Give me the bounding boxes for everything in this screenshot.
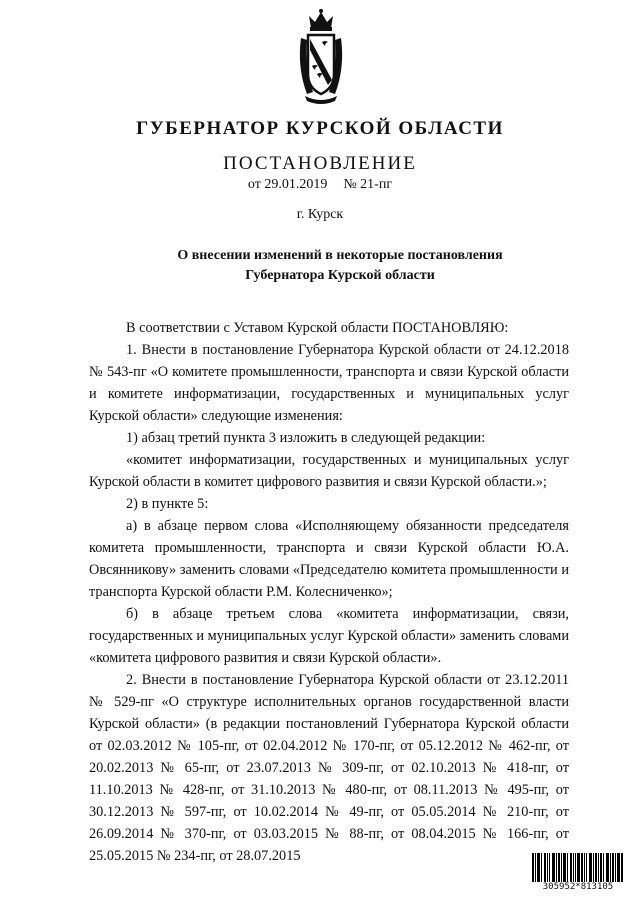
document-date: от 29.01.2019 (247, 177, 328, 192)
item-1-paragraph: 1. Внести в постановление Губернатора Курской области от 24.12.2018 № 543-пг «О комитете промышленности, транспорта и связи Курской области и комитете информатизации, государственных и муниципальных услуг Курской области» следующие изменения: (89, 342, 569, 424)
document-title (0, 246, 640, 286)
item-1-1-paragraph: 1) абзац третий пункта 3 изложить в следующей редакции: (126, 430, 486, 446)
document-title-line-1: О внесении изменений в некоторые постановления (177, 248, 503, 263)
document-body (89, 317, 569, 867)
document-city: г. Курск (296, 207, 344, 222)
item-1-1-quote-paragraph: «комитет информатизации, государственных и муниципальных услуг Курской области в комитет цифрового развития и связи Курской области.»; (89, 452, 569, 490)
item-1-2-paragraph: 2) в пункте 5: (126, 496, 209, 512)
document-date-line (0, 177, 640, 193)
document-type-heading: ПОСТАНОВЛЕНИЕ (223, 153, 417, 174)
authority-heading: ГУБЕРНАТОР КУРСКОЙ ОБЛАСТИ (136, 118, 504, 139)
document-title-line-2: Губернатора Курской области (245, 268, 435, 283)
intro-paragraph: В соответствии с Уставом Курской области ПОСТАНОВЛЯЮ: (126, 320, 509, 336)
barcode-number: 305952*813105 (528, 882, 628, 893)
item-1-2-b-paragraph: б) в абзаце третьем слова «комитета информатизации, связи, государственных и муниципальных услуг Курской области» заменить словами «комитета цифрового развития и связи Курской области». (89, 606, 569, 666)
item-2-paragraph: 2. Внести в постановление Губернатора Курской области от 23.12.2011 № 529-пг «О структуре исполнительных органов государственной власти Курской области» (в редакции постановлений Губернатора Курской области от 02.03.2012 № 105-пг, от 02.04.2012 № 170-пг, от 05.12.2012 № 462-пг, от 20.02.2013 № 65-пг, от 23.07.2013 № 309-пг, от 02.10.2013 № 418-пг, от 11.10.2013 № 428-пг, от 31.10.2013 № 480-пг, от 08.11.2013 № 495-пг, от 30.12.2013 № 597-пг, от 10.02.2014 № 49-пг, от 05.05.2014 № 210-пг, от 26.09.2014 № 370-пг, от 03.03.2015 № 88-пг, от 08.04.2015 № 166-пг, от 25.05.2015 № 234-пг, от 28.07.2015 (89, 672, 569, 864)
item-1-2-a-paragraph: а) в абзаце первом слова «Исполняющему обязанности председателя комитета промышленности, транспорта и связи Курской области Ю.А. Овсянникову» заменить словами «Председателю комитета промышленности и транспорта Курской области Р.М. Колесниченко»; (89, 518, 569, 600)
coat-of-arms-emblem (295, 8, 347, 108)
document-number: № 21-пг (343, 177, 393, 192)
